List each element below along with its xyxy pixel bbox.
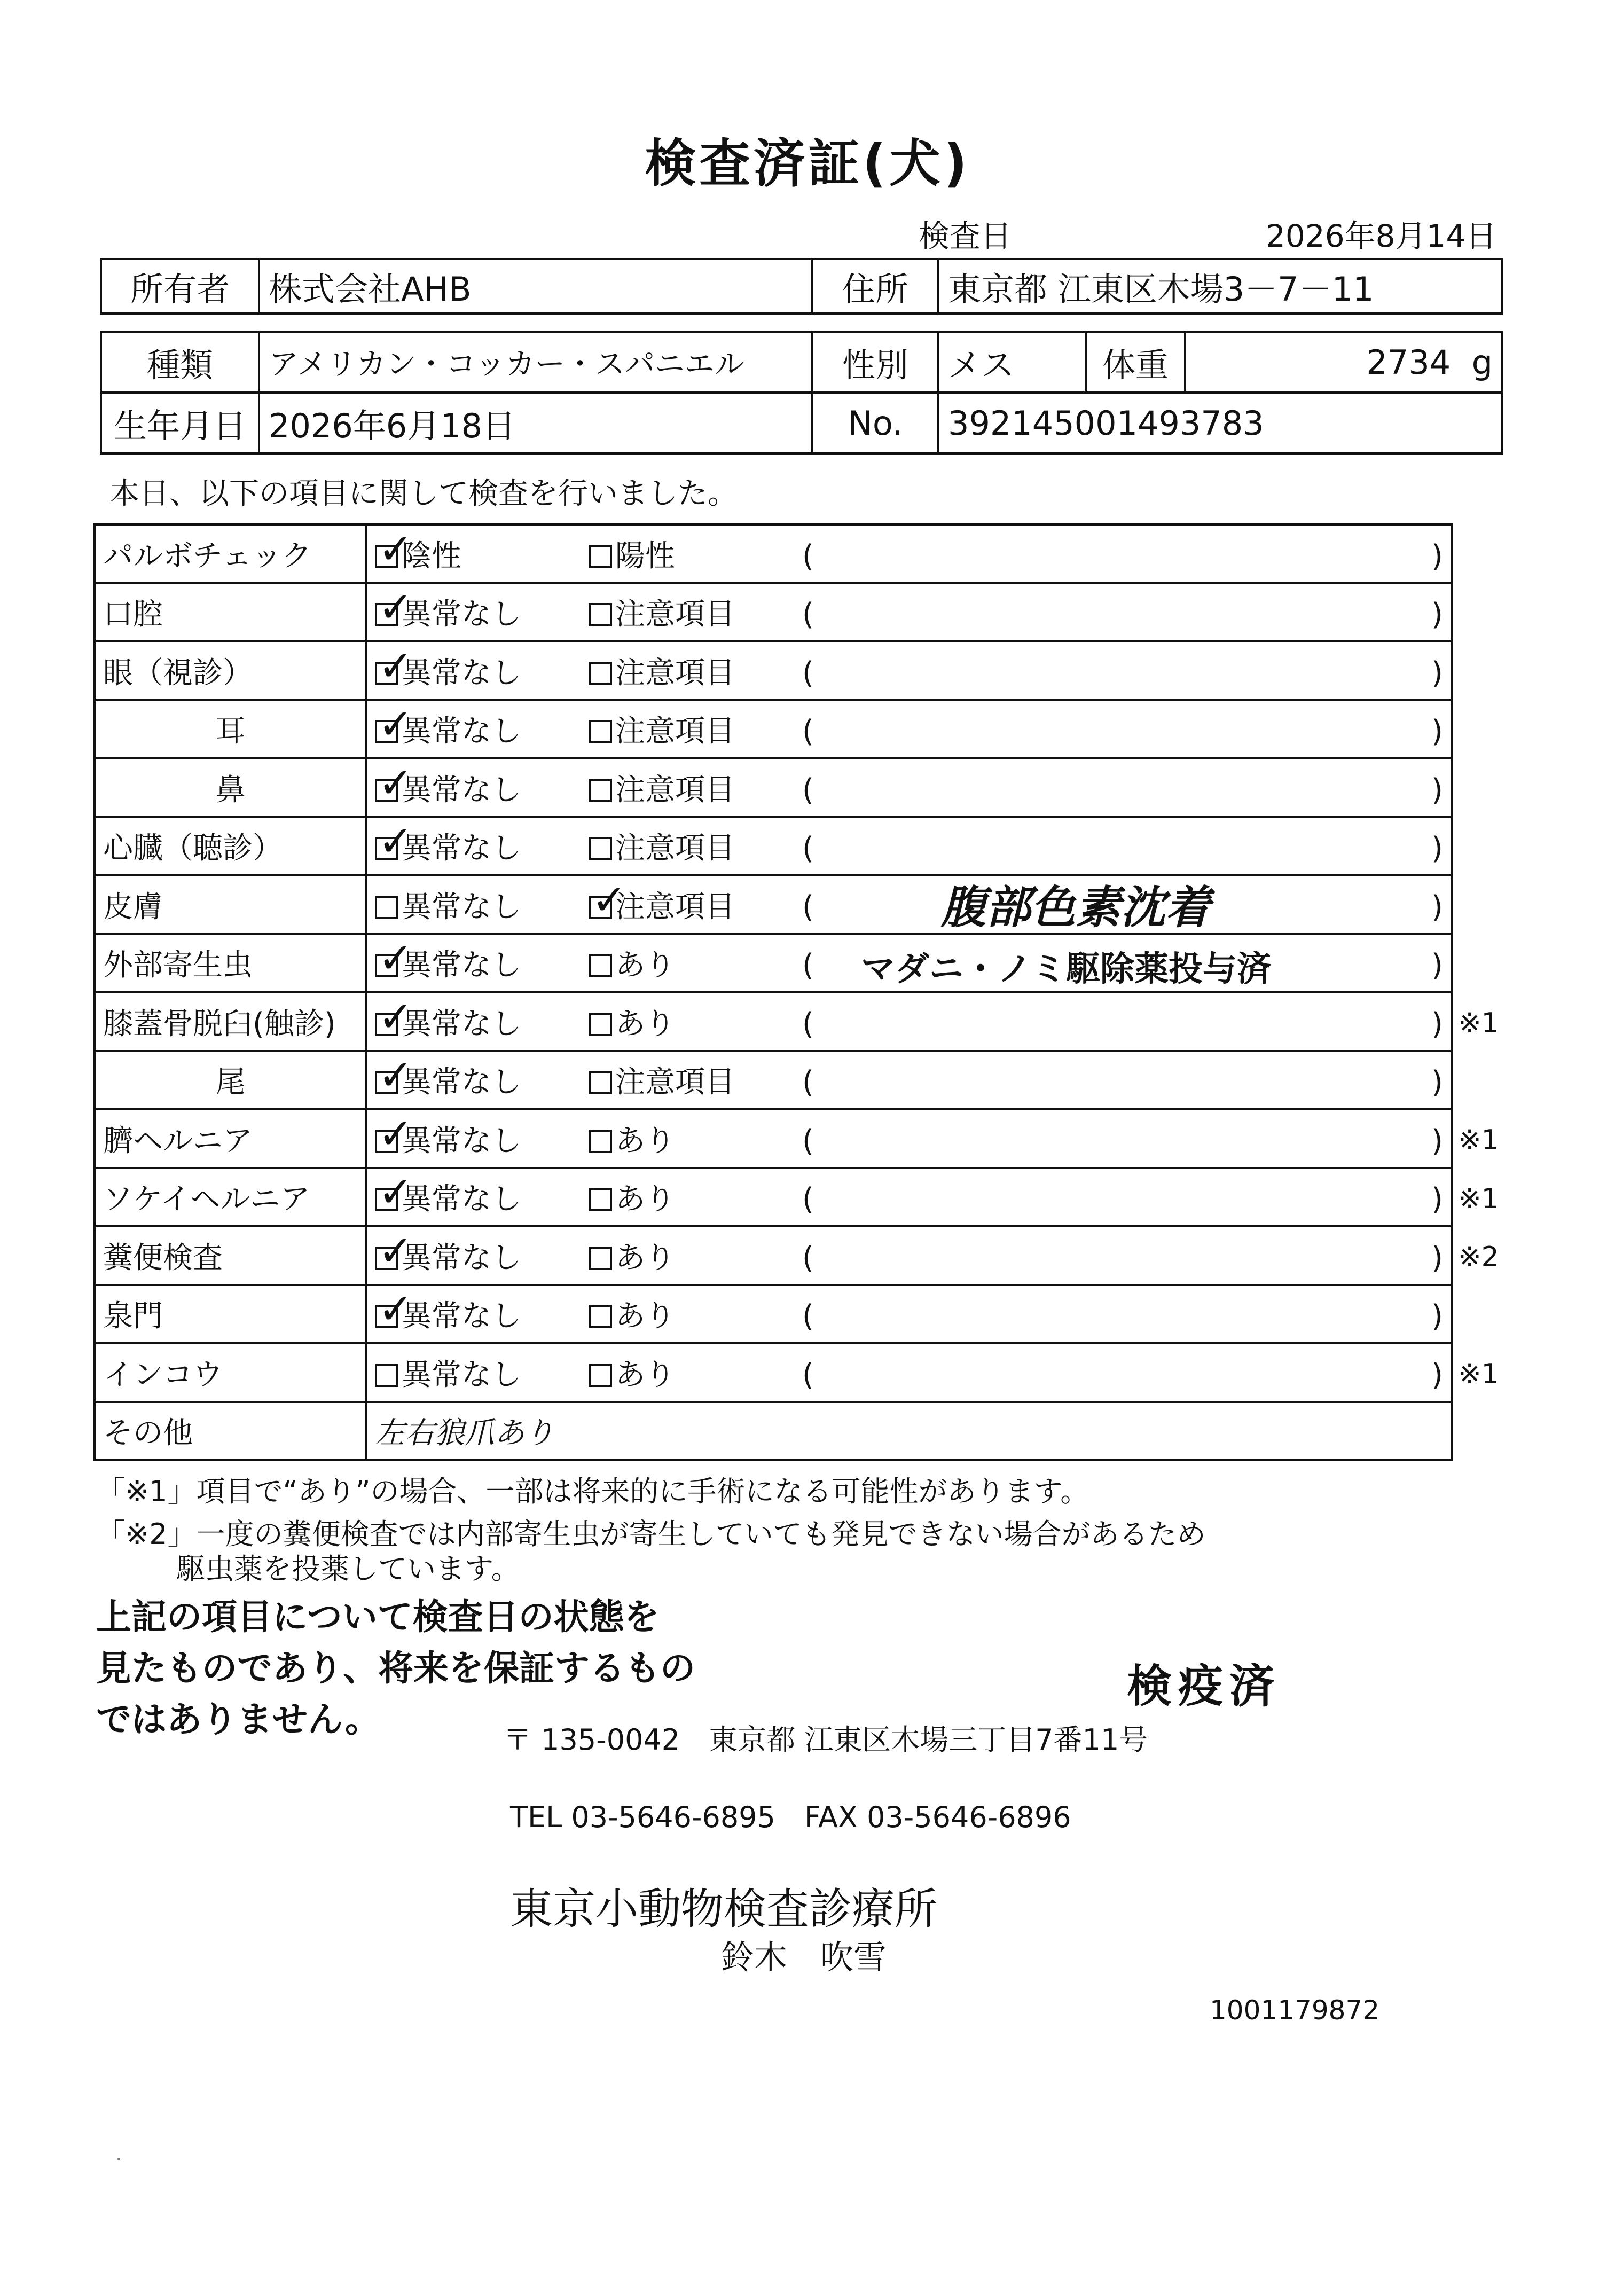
other-row <box>95 1402 1452 1461</box>
paren-close: ) <box>1431 1357 1443 1392</box>
weight-unit: g <box>1471 342 1493 382</box>
paren-open: ( <box>802 655 814 691</box>
weight-value: 2734 <box>1366 342 1451 382</box>
paren-open: ( <box>802 597 814 632</box>
check-note-paren <box>802 773 1443 808</box>
check-item-wrap <box>103 883 358 926</box>
birth-label: 生年月日 <box>101 393 259 453</box>
inspection-date: 2026年8月14日 <box>1266 218 1497 254</box>
checkbox-icon[interactable] <box>589 896 612 919</box>
sex-value: メス <box>938 332 1086 393</box>
other-label-wrap <box>103 1409 358 1452</box>
weight-label: 体重 <box>1086 332 1185 393</box>
check-item-label: 皮膚 <box>103 889 163 924</box>
paren-open: ( <box>802 1065 814 1100</box>
breed-label: 種類 <box>101 332 259 393</box>
check-row <box>95 700 1452 759</box>
paren-open: ( <box>802 1006 814 1041</box>
check-option-label: あり <box>615 1006 675 1041</box>
check-item <box>95 758 366 817</box>
checkbox-icon[interactable] <box>589 1071 612 1094</box>
check-option-label: 陰性 <box>402 538 461 574</box>
check-item-wrap <box>103 942 358 984</box>
checkbox-icon[interactable] <box>375 954 398 977</box>
check-item-label: 臍ヘルニア <box>103 1123 253 1158</box>
paren-close: ) <box>1431 714 1443 749</box>
checkbox-icon[interactable] <box>375 720 398 743</box>
paren-open: ( <box>802 831 814 866</box>
check-item <box>95 875 366 934</box>
check-option <box>589 708 802 750</box>
footnote-mark: ※1 <box>1458 1124 1499 1156</box>
paren-close: ) <box>1431 1240 1443 1275</box>
check-item-label: 眼（視診） <box>103 655 253 691</box>
sex-label: 性別 <box>812 332 938 393</box>
check-option <box>375 1000 589 1043</box>
check-note: 腹部色素沈着 <box>941 880 1211 934</box>
check-item-label: 耳 <box>215 714 246 749</box>
paren-open: ( <box>802 538 814 574</box>
check-option-label: 異常なし <box>402 655 521 691</box>
check-options <box>366 1285 1452 1344</box>
check-item-label: パルボチェック <box>103 538 312 574</box>
check-item <box>95 992 366 1051</box>
paren-close: ) <box>1431 1065 1443 1100</box>
pet-table <box>100 331 1503 455</box>
checkbox-icon[interactable] <box>589 837 612 860</box>
check-note-paren <box>802 831 1443 866</box>
check-options <box>366 934 1452 993</box>
checkbox-icon[interactable] <box>375 1305 398 1328</box>
check-row <box>95 1051 1452 1110</box>
checkbox-icon[interactable] <box>589 1305 612 1328</box>
check-option <box>375 591 589 633</box>
footnote-mark: ※1 <box>1458 1358 1499 1390</box>
check-item-label: 心臓（聴診） <box>103 831 283 866</box>
check-note-paren <box>802 1065 1443 1100</box>
check-options <box>366 1109 1452 1168</box>
checkbox-icon[interactable] <box>589 603 612 626</box>
check-option-label: 異常なし <box>402 1299 521 1334</box>
check-option <box>375 883 589 926</box>
paren-close: ) <box>1431 597 1443 632</box>
check-item-label: 尾 <box>215 1065 246 1100</box>
check-options <box>366 758 1452 817</box>
check-option-label: 注意項目 <box>615 714 735 749</box>
owner-label: 所有者 <box>101 259 259 314</box>
check-row <box>95 758 1452 817</box>
checkbox-icon[interactable] <box>589 720 612 743</box>
clinic-address: 〒 135-0042 東京都 江東区木場三丁目7番11号 <box>503 1723 1148 1757</box>
paren-open: ( <box>802 714 814 749</box>
checkbox-icon[interactable] <box>375 662 398 685</box>
check-option-label: 注意項目 <box>615 831 735 866</box>
check-option <box>375 649 589 692</box>
check-option-label: あり <box>615 1357 675 1392</box>
check-note-paren <box>802 1299 1443 1334</box>
check-option-label: 異常なし <box>402 1182 521 1217</box>
check-option <box>589 1059 802 1101</box>
check-option-label: 異常なし <box>402 772 521 808</box>
check-option <box>375 942 589 984</box>
check-row <box>95 1109 1452 1168</box>
check-options <box>366 1168 1452 1227</box>
check-options <box>366 875 1452 934</box>
check-item-label: 口腔 <box>103 597 163 632</box>
address-label: 住所 <box>812 259 938 314</box>
owner-address: 東京都 江東区木場3－7－11 <box>938 259 1502 314</box>
footnote-mark: ※1 <box>1458 1182 1499 1215</box>
check-option-label: 異常なし <box>402 714 521 749</box>
check-item-wrap <box>103 1176 358 1218</box>
paren-close: ) <box>1431 1006 1443 1041</box>
checkbox-icon[interactable] <box>589 1130 612 1153</box>
check-item-wrap <box>103 708 358 750</box>
checkbox-icon[interactable] <box>375 1188 398 1211</box>
footnote-3: 駆虫薬を投薬しています。 <box>176 1552 520 1586</box>
paren-close: ) <box>1431 1299 1443 1334</box>
footnote-mark: ※1 <box>1458 1007 1499 1039</box>
paren-open: ( <box>802 889 814 924</box>
paren-open: ( <box>802 1182 814 1217</box>
checkbox-icon[interactable] <box>375 1071 398 1094</box>
check-options <box>366 641 1452 700</box>
checkbox-icon[interactable] <box>375 603 398 626</box>
check-option-label: 注意項目 <box>615 772 735 808</box>
footnote-2: 「※2」一度の糞便検査では内部寄生虫が寄生していても発見できない場合があるため <box>96 1517 1206 1551</box>
check-item-wrap <box>103 1000 358 1043</box>
checkbox-icon[interactable] <box>375 1247 398 1270</box>
check-row <box>95 817 1452 876</box>
check-item <box>95 1343 366 1402</box>
check-note-paren <box>802 948 1443 990</box>
check-item-label: ソケイヘルニア <box>103 1182 310 1217</box>
check-note-paren <box>802 714 1443 749</box>
footnote-1: 「※1」項目で“あり”の場合、一部は将来的に手術になる可能性があります。 <box>96 1475 1089 1508</box>
disclaimer-line: 見たものであり、将来を保証するもの <box>96 1648 695 1689</box>
check-option-label: 異常なし <box>402 889 521 924</box>
check-options <box>366 583 1452 642</box>
check-option <box>589 1292 802 1335</box>
checkbox-icon[interactable] <box>589 779 612 802</box>
clinic-name: 東京小動物検査診療所 <box>510 1884 937 1934</box>
check-item-wrap <box>103 1292 358 1335</box>
check-options <box>366 1051 1452 1110</box>
paren-open: ( <box>802 948 814 983</box>
checkbox-icon[interactable] <box>375 545 398 568</box>
check-option <box>375 825 589 867</box>
check-item <box>95 1285 366 1344</box>
check-option <box>589 942 802 984</box>
paren-open: ( <box>802 1123 814 1158</box>
check-item-label: インコウ <box>103 1357 223 1392</box>
check-item <box>95 1109 366 1168</box>
check-options <box>366 1343 1452 1402</box>
check-option <box>375 1117 589 1160</box>
check-note-paren <box>802 1007 1443 1041</box>
check-item-wrap <box>103 1117 358 1160</box>
check-option <box>375 1351 589 1394</box>
check-option-label: あり <box>615 1123 675 1158</box>
paren-open: ( <box>802 772 814 808</box>
other-value: 左右狼爪あり <box>366 1402 1452 1461</box>
check-option <box>375 1176 589 1218</box>
disclaimer-line: 上記の項目について検査日の状態を <box>96 1596 660 1637</box>
check-option-label: 異常なし <box>402 831 521 866</box>
disclaimer-line: ではありません。 <box>96 1699 380 1740</box>
check-item-label: 膝蓋骨脱臼(触診) <box>103 1006 336 1041</box>
checkbox-icon[interactable] <box>589 1247 612 1270</box>
check-options <box>366 700 1452 759</box>
check-item-label: 糞便検査 <box>103 1240 223 1275</box>
check-item <box>95 1226 366 1285</box>
checkbox-icon[interactable] <box>375 837 398 860</box>
check-option <box>375 1059 589 1101</box>
check-option <box>589 825 802 867</box>
check-item-wrap <box>103 825 358 867</box>
paren-open: ( <box>802 1240 814 1275</box>
other-label-cell <box>95 1402 366 1461</box>
footnote-mark: ※2 <box>1458 1241 1499 1273</box>
intro-text: 本日、以下の項目に関して検査を行いました。 <box>109 476 738 511</box>
checkbox-icon[interactable] <box>589 662 612 685</box>
paren-close: ) <box>1431 772 1443 808</box>
no-value: 392145001493783 <box>938 393 1502 453</box>
birth-value: 2026年6月18日 <box>259 393 812 453</box>
check-note-paren <box>802 656 1443 691</box>
page-title: 検査済証(犬) <box>645 134 970 193</box>
check-option-label: あり <box>615 1299 675 1334</box>
check-option-label: 異常なし <box>402 1240 521 1275</box>
owner-value: 株式会社AHB <box>259 259 812 314</box>
check-item-wrap <box>103 532 358 575</box>
check-item-wrap <box>103 766 358 809</box>
check-item-label: 鼻 <box>215 772 246 808</box>
check-option <box>589 532 802 575</box>
check-item <box>95 1051 366 1110</box>
no-label: No. <box>812 393 938 453</box>
other-label: その他 <box>103 1416 193 1451</box>
check-row <box>95 1343 1452 1402</box>
checkbox-icon[interactable] <box>589 954 612 977</box>
check-item-wrap <box>103 591 358 633</box>
scan-dot <box>117 2158 120 2160</box>
checkbox-icon[interactable] <box>589 545 612 568</box>
check-option <box>589 883 802 926</box>
check-option <box>375 708 589 750</box>
checks-table <box>93 523 1453 1461</box>
check-item-wrap <box>103 649 358 692</box>
check-option <box>375 766 589 809</box>
check-note: マダニ・ノミ駆除薬投与済 <box>861 950 1271 990</box>
paren-open: ( <box>802 1299 814 1334</box>
check-options <box>366 1226 1452 1285</box>
check-item-wrap <box>103 1351 358 1394</box>
check-item <box>95 817 366 876</box>
vet-name: 鈴木 吹雪 <box>721 1938 887 1977</box>
check-option-label: あり <box>615 1182 675 1217</box>
inspection-date-label: 検査日 <box>919 218 1012 254</box>
paren-close: ) <box>1431 538 1443 574</box>
checkbox-icon[interactable] <box>375 1364 398 1387</box>
paren-open: ( <box>802 1357 814 1392</box>
paren-close: ) <box>1431 1182 1443 1217</box>
inspection-stamp: 検疫済 <box>1127 1660 1281 1712</box>
check-option-label: 異常なし <box>402 1006 521 1041</box>
check-option-label: 注意項目 <box>615 597 735 632</box>
checkbox-icon[interactable] <box>589 1013 612 1036</box>
paren-close: ) <box>1431 889 1443 924</box>
check-options <box>366 817 1452 876</box>
check-note-paren <box>802 539 1443 574</box>
weight-cell <box>1185 332 1502 393</box>
check-item <box>95 700 366 759</box>
check-item <box>95 583 366 642</box>
check-item-wrap <box>103 1234 358 1277</box>
check-option <box>589 591 802 633</box>
check-option <box>589 1351 802 1394</box>
check-item-label: 泉門 <box>103 1299 163 1334</box>
check-option-label: 注意項目 <box>615 1065 735 1100</box>
check-note-paren <box>802 1182 1443 1217</box>
check-option <box>589 1234 802 1277</box>
paren-close: ) <box>1431 1123 1443 1158</box>
check-option <box>589 1117 802 1160</box>
check-row <box>95 641 1452 700</box>
check-option <box>375 1234 589 1277</box>
check-row <box>95 524 1452 583</box>
check-option <box>375 532 589 575</box>
check-option-label: あり <box>615 948 675 983</box>
check-options <box>366 524 1452 583</box>
check-option <box>589 766 802 809</box>
check-item <box>95 641 366 700</box>
check-option-label: あり <box>615 1240 675 1275</box>
paren-close: ) <box>1431 831 1443 866</box>
check-note-paren <box>802 1358 1443 1392</box>
check-option-label: 異常なし <box>402 1065 521 1100</box>
check-options <box>366 992 1452 1051</box>
check-note-paren <box>802 880 1443 934</box>
paren-close: ) <box>1431 655 1443 691</box>
check-option-label: 注意項目 <box>615 655 735 691</box>
check-option-label: 陽性 <box>615 538 675 574</box>
check-option-label: 異常なし <box>402 597 521 632</box>
check-item-wrap <box>103 1059 358 1101</box>
check-row <box>95 583 1452 642</box>
check-option <box>589 649 802 692</box>
check-option-label: 異常なし <box>402 1357 521 1392</box>
checkbox-icon[interactable] <box>375 1130 398 1153</box>
check-item <box>95 1168 366 1227</box>
paren-close: ) <box>1431 948 1443 983</box>
breed-value: アメリカン・コッカー・スパニエル <box>259 332 812 393</box>
check-item <box>95 524 366 583</box>
check-item <box>95 934 366 993</box>
checkbox-icon[interactable] <box>375 779 398 802</box>
check-option-label: 異常なし <box>402 1123 521 1158</box>
check-row <box>95 1168 1452 1227</box>
check-row <box>95 934 1452 993</box>
clinic-phone: TEL 03-5646-6895 FAX 03-5646-6896 <box>510 1800 1071 1834</box>
checkbox-icon[interactable] <box>375 1013 398 1036</box>
check-row <box>95 1226 1452 1285</box>
check-row <box>95 875 1452 934</box>
check-row <box>95 1285 1452 1344</box>
check-note-paren <box>802 597 1443 632</box>
check-item-label: 外部寄生虫 <box>103 948 253 983</box>
check-row <box>95 992 1452 1051</box>
check-note-paren <box>802 1124 1443 1158</box>
checkbox-icon[interactable] <box>375 896 398 919</box>
check-option-label: 異常なし <box>402 948 521 983</box>
check-note-paren <box>802 1241 1443 1275</box>
owner-table <box>100 258 1503 315</box>
check-option <box>589 1176 802 1218</box>
checkbox-icon[interactable] <box>589 1364 612 1387</box>
check-option-label: 注意項目 <box>615 889 735 924</box>
check-option <box>375 1292 589 1335</box>
document-code: 1001179872 <box>1210 1995 1380 2026</box>
check-option <box>589 1000 802 1043</box>
checkbox-icon[interactable] <box>589 1188 612 1211</box>
